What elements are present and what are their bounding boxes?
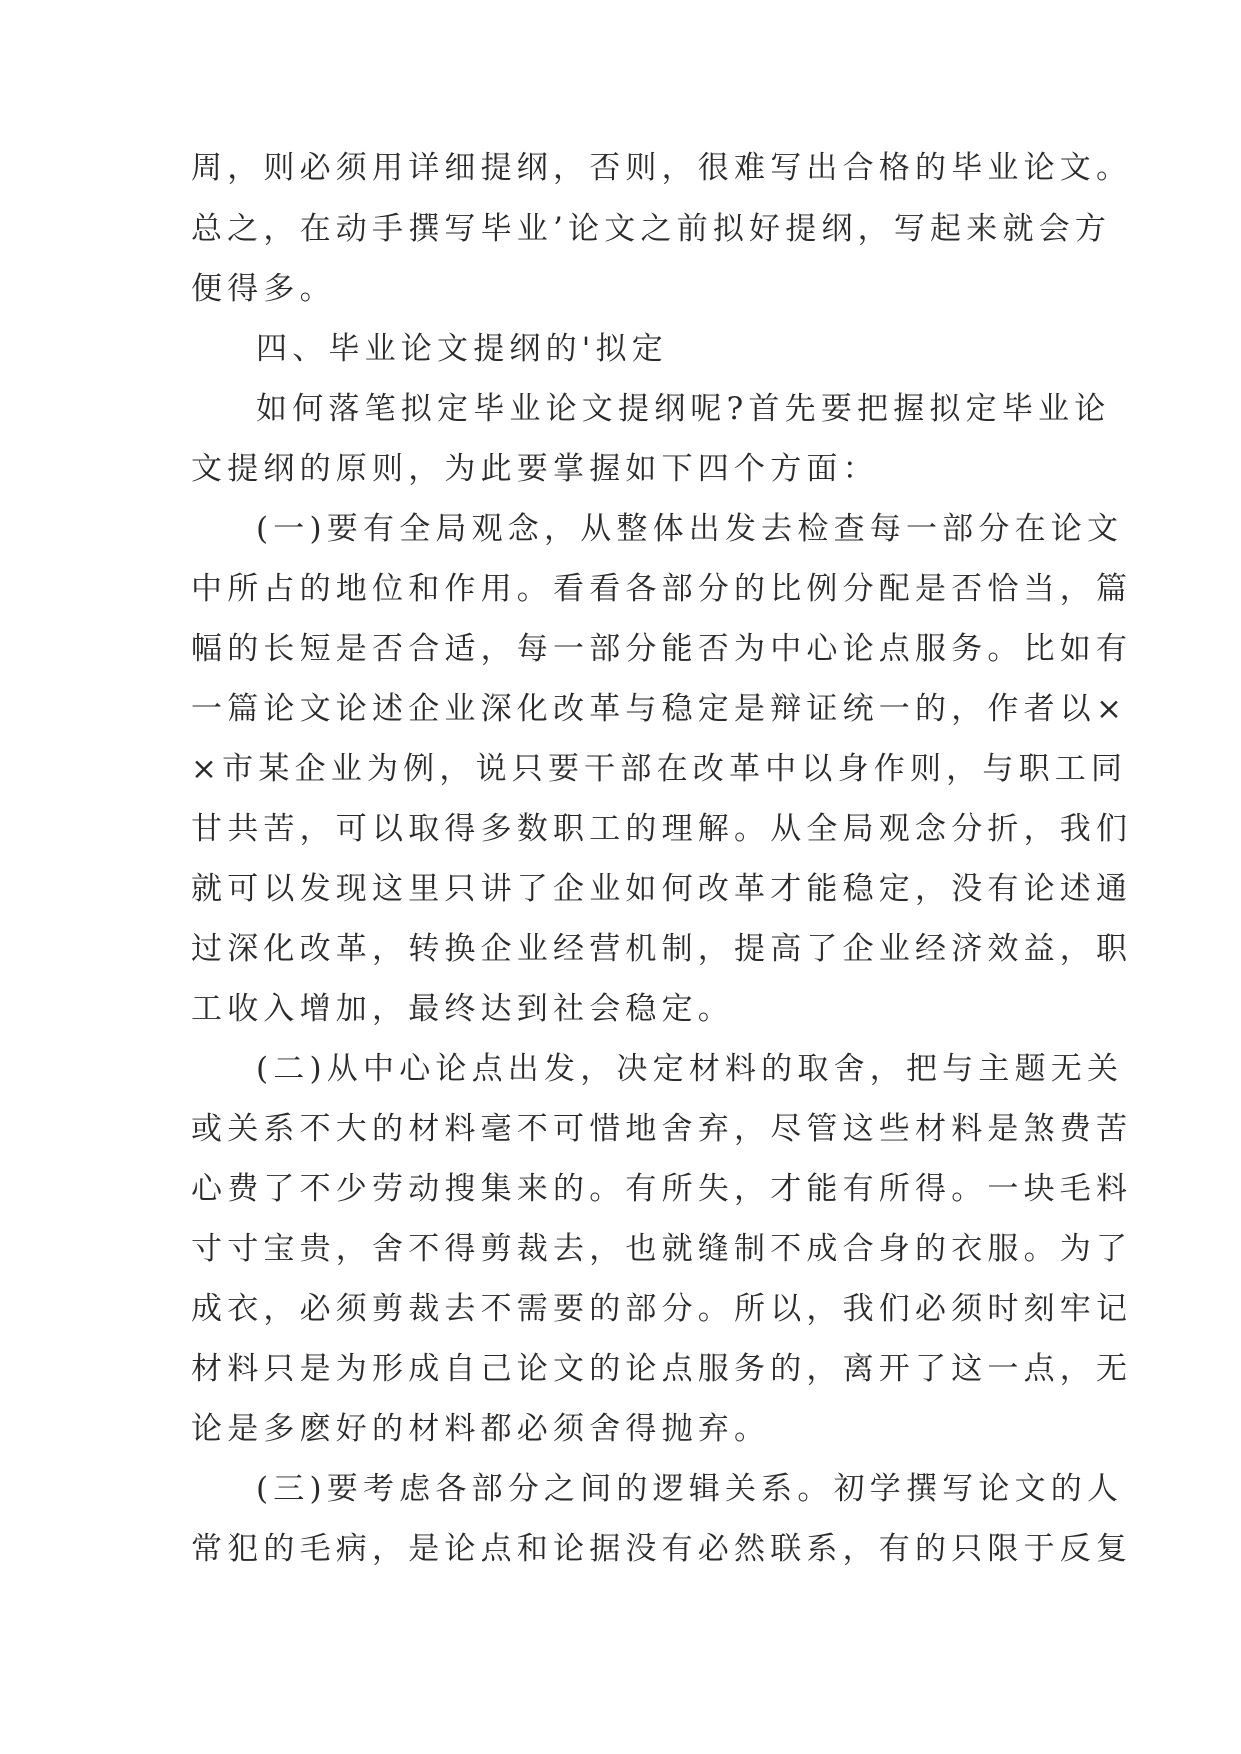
body-text-line: 成衣，必须剪裁去不需要的部分。所以，我们必须时刻牢记 bbox=[191, 1291, 1133, 1327]
body-text-line: 便得多。 bbox=[191, 271, 336, 307]
body-text-line: 周，则必须用详细提纲，否则，很难写出合格的毕业论文。 bbox=[191, 150, 1133, 186]
body-text-line: (三)要考虑各部分之间的逻辑关系。初学撰写论文的人 bbox=[256, 1471, 1124, 1507]
body-text-line: (二)从中心论点出发，决定材料的取舍，把与主题无关 bbox=[256, 1051, 1124, 1087]
body-text-line: 过深化改革，转换企业经营机制，提高了企业经济效益，职 bbox=[191, 931, 1133, 967]
body-text-line: 或关系不大的材料毫不可惜地舍弃，尽管这些材料是煞费苦 bbox=[191, 1111, 1133, 1147]
body-text-line: 文提纲的原则，为此要掌握如下四个方面： bbox=[191, 451, 879, 487]
body-text-line: 论是多麽好的材料都必须舍得抛弃。 bbox=[191, 1411, 771, 1447]
body-text-line: 寸寸宝贵，舍不得剪裁去，也就缝制不成合身的衣服。为了 bbox=[191, 1231, 1133, 1267]
body-text-line: 中所占的地位和作用。看看各部分的比例分配是否恰当，篇 bbox=[191, 571, 1133, 607]
body-text-line: 材料只是为形成自己论文的论点服务的，离开了这一点，无 bbox=[191, 1351, 1133, 1387]
section-heading: 四、毕业论文提纲的'拟定 bbox=[256, 331, 668, 367]
body-text-line: 就可以发现这里只讲了企业如何改革才能稳定，没有论述通 bbox=[191, 871, 1133, 907]
body-text-line: (一)要有全局观念，从整体出发去检查每一部分在论文 bbox=[256, 511, 1124, 547]
body-text-line: 一篇论文论述企业深化改革与稳定是辩证统一的，作者以× bbox=[191, 691, 1128, 727]
body-text-line: 如何落笔拟定毕业论文提纲呢?首先要把握拟定毕业论 bbox=[256, 391, 1111, 427]
body-text-line: 幅的长短是否合适，每一部分能否为中心论点服务。比如有 bbox=[191, 631, 1133, 667]
body-text-line: 工收入增加，最终达到社会稳定。 bbox=[191, 991, 734, 1027]
body-text-line: 总之，在动手撰写毕业’论文之前拟好提纲，写起来就会方 bbox=[191, 211, 1112, 247]
body-text-line: 常犯的毛病，是论点和论据没有必然联系，有的只限于反复 bbox=[191, 1531, 1133, 1567]
body-text-line: ×市某企业为例，说只要干部在改革中以身作则，与职工同 bbox=[191, 751, 1128, 787]
body-text-line: 心费了不少劳动搜集来的。有所失，才能有所得。一块毛料 bbox=[191, 1171, 1133, 1207]
body-text-line: 甘共苦，可以取得多数职工的理解。从全局观念分折，我们 bbox=[191, 811, 1133, 847]
